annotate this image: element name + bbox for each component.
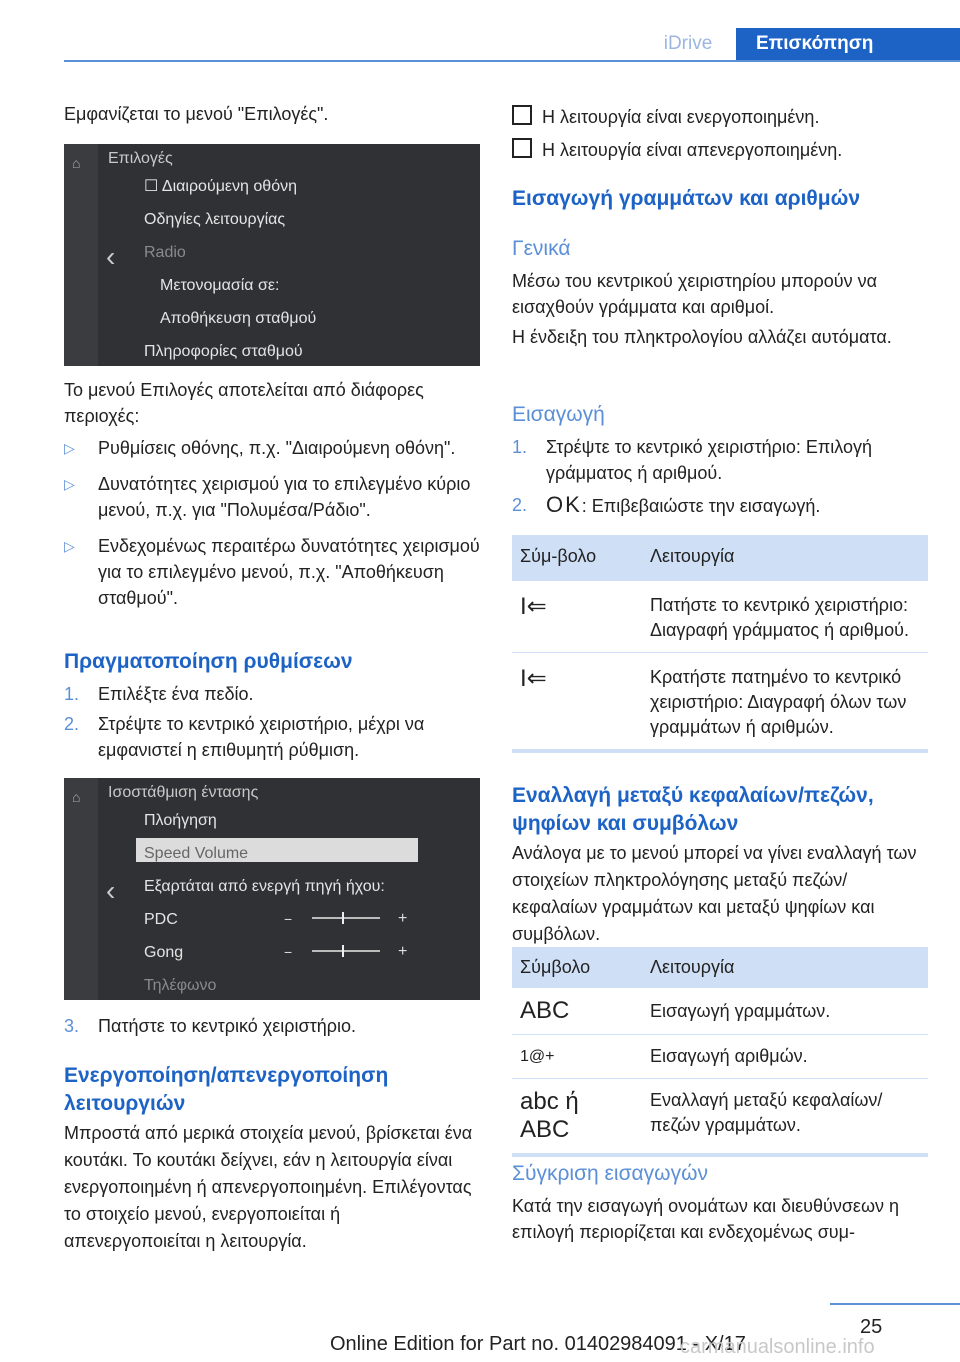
menu-title: Ισοστάθμιση έντασης — [108, 784, 259, 801]
pdc-slider: − + — [284, 910, 408, 927]
menu-row: Πλοήγηση — [144, 812, 217, 829]
delete-icon: I⇐ — [512, 581, 642, 653]
triangle-icon: ▷ — [64, 538, 75, 554]
list-item: 1. Επιλέξτε ένα πεδίο. — [64, 684, 254, 704]
para-toggle: Μπροστά από μερικά στοιχεία μενού, βρίσκεται ένα κουτάκι. Το κουτάκι δείχνει, εάν η λειτουργία είναι ενεργοποιημένη ή απενεργοποιημένη. Επιλέγοντας το στοιχείο μενού, ενεργοποιείται ή απενεργοποιείται η λειτουργία. — [64, 1123, 473, 1251]
heading-input: Εισαγωγή γραμμάτων και αριθμών — [512, 187, 861, 210]
chevron-left-icon: ‹ — [106, 241, 116, 272]
unchecked-line: Η λειτουργία είναι απενεργοποιημένη. — [512, 137, 842, 163]
ok-icon: OK — [546, 492, 582, 517]
list-item: 2. Στρέψτε το κεντρικό χειριστήριο, μέχρι να εμφανιστεί η επιθυμητή ρύθμιση. — [64, 714, 425, 760]
watermark: carmanualsonline.info — [680, 1336, 875, 1358]
col-header-function: Λειτουργία — [642, 947, 928, 988]
para-areas: Το μενού Επιλογές αποτελείται από διάφορες περιοχές: — [64, 380, 424, 426]
list-item: 1. Στρέψτε το κεντρικό χειριστήριο: Επιλογή γράμματος ή αριθμού. — [512, 437, 873, 483]
menu-row: Radio — [144, 244, 186, 261]
chevron-left-icon: ‹ — [106, 875, 116, 906]
home-icon: ⌂ — [72, 155, 81, 171]
checked-line: Η λειτουργία είναι ενεργοποιημένη. — [512, 104, 819, 130]
header-rule — [64, 60, 960, 62]
table-row: ABC Εισαγωγή γραμμάτων. — [512, 988, 928, 1035]
delete-icon: I⇐ — [520, 665, 547, 692]
menu-row: Speed Volume — [144, 845, 249, 862]
triangle-icon: ▷ — [64, 476, 75, 492]
footer-edition: Online Edition for Part no. 01402984091 - X/17 — [330, 1333, 746, 1355]
intro-text: Εμφανίζεται το μενού "Επιλογές". — [64, 104, 329, 124]
numbers-symbols-icon: 1@+ — [512, 1035, 642, 1079]
menu-row: Οδηγίες λειτουργίας — [144, 211, 286, 228]
abc-caps-icon: ABC — [512, 988, 642, 1035]
header-tab: Επισκόπηση — [736, 28, 960, 62]
triangle-icon: ▷ — [64, 440, 75, 456]
list-item: ▷ Ενδεχομένως περαιτέρω δυνατότητες χειρισμού για το επιλεγμένο μενού, π.χ. "Αποθήκευση σταθμού". — [64, 533, 480, 611]
gong-slider: − + — [284, 943, 408, 960]
delete-table — [512, 535, 928, 753]
home-icon: ⌂ — [72, 789, 81, 805]
heading-match: Σύγκριση εισαγωγών — [512, 1162, 708, 1185]
heading-switch: Εναλλαγή μεταξύ κεφαλαίων/πεζών, ψηφίων και συμβόλων — [512, 784, 874, 835]
menu-row: Gong — [144, 944, 184, 961]
menu-row: Αποθήκευση σταθμού — [160, 310, 317, 327]
menu-row: Μετονομασία σε: — [160, 277, 280, 294]
options-menu-screenshot — [64, 144, 480, 366]
step-list — [64, 681, 480, 763]
menu-row: Εξαρτάται από ενεργή πηγή ήχου: — [144, 878, 385, 895]
heading-entry: Εισαγωγή — [512, 403, 605, 426]
menu-row: PDC — [144, 911, 178, 928]
col-header-symbol: Σύμ-βολο — [512, 535, 642, 581]
heading-settings: Πραγματοποίηση ρυθμίσεων — [64, 650, 353, 673]
list-item: 3. Πατήστε το κεντρικό χειριστήριο. — [64, 1016, 356, 1036]
col-header-symbol: Σύμβολο — [512, 947, 642, 988]
para-general-1: Μέσω του κεντρικού χειριστηρίου μπορούν να εισαχθούν γράμματα και αριθμοί. — [512, 271, 877, 317]
bullet-list — [64, 435, 480, 611]
para-match: Κατά την εισαγωγή ονομάτων και διευθύνσεων η επιλογή περιορίζεται και ενδεχομένως συμ- — [512, 1196, 900, 1242]
heading-general: Γενικά — [512, 237, 571, 260]
checked-box-icon — [512, 105, 532, 125]
table-row: 1@+ Εισαγωγή αριθμών. — [512, 1035, 928, 1079]
table-row: I⇐ Κρατήστε πατημένο το κεντρικό χειριστήριο: Διαγραφή όλων των γραμμάτων ή αριθμών. — [512, 653, 928, 750]
unchecked-box-icon — [512, 138, 532, 158]
para-general-2: Η ένδειξη του πληκτρολογίου αλλάζει αυτόματα. — [512, 327, 892, 347]
menu-row: ☐ Διαιρούμενη οθόνη — [144, 178, 297, 195]
footer-rule — [830, 1303, 960, 1305]
switch-table — [512, 947, 928, 1157]
para-switch: Ανάλογα με το μενού μπορεί να γίνει εναλλαγή των στοιχείων πληκτρολόγησης μεταξύ πεζών/κεφαλαίων γραμμάτων και μεταξύ ψηφίων και συμβόλων. — [512, 843, 917, 944]
list-item: 2. OK: Επιβεβαιώστε την εισαγωγή. — [512, 492, 821, 517]
menu-title: Επιλογές — [108, 150, 173, 167]
list-item: ▷ Δυνατότητες χειρισμού για το επιλεγμένο κύριο μενού, π.χ. για "Πολυμέσα/Ράδιο". — [64, 471, 480, 523]
list-item: ▷ Ρυθμίσεις οθόνης, π.χ. "Διαιρούμενη οθόνη". — [64, 435, 480, 461]
menu-row: Πληροφορίες σταθμού — [144, 343, 303, 360]
table-row: abc ή ABC Εναλλαγή μεταξύ κεφαλαίων/πεζών γραμμάτων. — [512, 1079, 928, 1154]
col-header-function: Λειτουργία — [642, 535, 928, 581]
case-switch-icon: abc ή ABC — [520, 1088, 579, 1143]
header-section: iDrive — [663, 33, 713, 54]
menu-row: Τηλέφωνο — [144, 977, 217, 994]
table-row: I⇐ Πατήστε το κεντρικό χειριστήριο: Διαγραφή γράμματος ή αριθμού. — [512, 581, 928, 653]
heading-toggle: Ενεργοποίηση/απενεργοποίηση λειτουργιών — [64, 1064, 389, 1115]
volume-settings-screenshot — [64, 778, 480, 1000]
page-number: 25 — [860, 1316, 883, 1338]
